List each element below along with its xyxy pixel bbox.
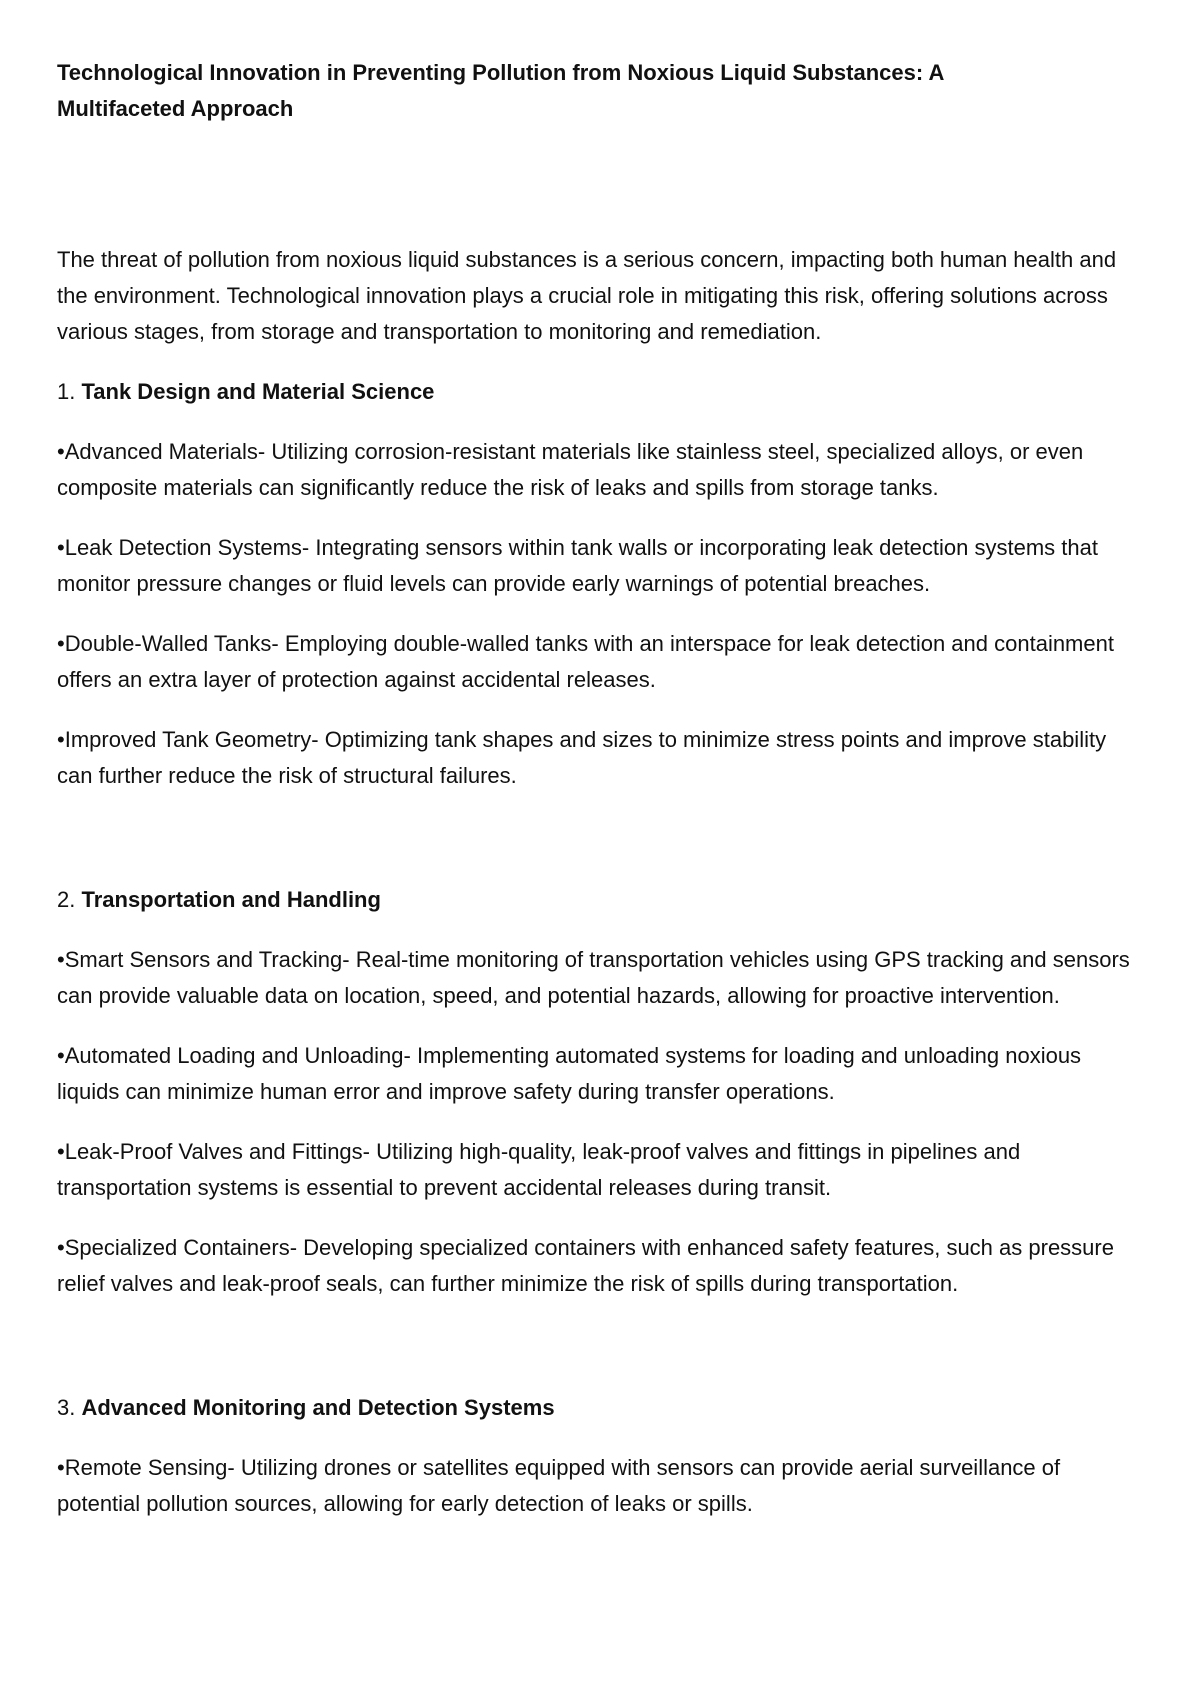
bullet-item	[57, 722, 1147, 794]
bullet-term: •Double-Walled Tanks-	[57, 631, 279, 656]
section-heading	[57, 374, 1140, 410]
bullet-term: •Leak Detection Systems-	[57, 535, 310, 560]
section-number: 3.	[57, 1395, 76, 1420]
intro-paragraph: The threat of pollution from noxious liquid substances is a serious concern, impacting both human health and the environment. Technological innovation plays a crucial role in mitigating this risk, offering solutions across various stages, from storage and transportation to monitoring and remediation.	[57, 247, 1117, 344]
bullet-text: Implementing automated systems for loading and unloading noxious liquids can minimize human error and improve safety during transfer operations.	[57, 1043, 1082, 1104]
bullet-item	[57, 1134, 1147, 1206]
bullet-item	[57, 1038, 1147, 1110]
bullet-term: •Advanced Materials-	[57, 439, 266, 464]
bullet-text: Developing specialized containers with enhanced safety features, such as pressure relief valves and leak-proof seals, can further minimize the risk of spills during transportation.	[57, 1235, 1114, 1296]
section-tank-design	[57, 374, 1140, 794]
bullet-term: •Improved Tank Geometry-	[57, 727, 319, 752]
bullet-text: Utilizing drones or satellites equipped with sensors can provide aerial surveillance of potential pollution sources, allowing for early detection of leaks or spills.	[57, 1455, 1061, 1516]
bullet-term: •Smart Sensors and Tracking-	[57, 947, 350, 972]
bullet-text: Integrating sensors within tank walls or incorporating leak detection systems that monitor pressure changes or fluid levels can provide early warnings of potential breaches.	[57, 535, 1098, 596]
section-number: 1.	[57, 379, 76, 404]
bullet-term: •Remote Sensing-	[57, 1455, 235, 1480]
bullet-text: Real-time monitoring of transportation vehicles using GPS tracking and sensors can provide valuable data on location, speed, and potential hazards, allowing for proactive intervention.	[57, 947, 1130, 1008]
bullet-term: •Leak-Proof Valves and Fittings-	[57, 1139, 370, 1164]
bullet-item	[57, 942, 1147, 1014]
bullet-item	[57, 1230, 1147, 1302]
section-transportation	[57, 882, 1140, 1302]
section-title: Advanced Monitoring and Detection Systems	[81, 1395, 555, 1420]
section-spacer	[57, 1302, 1140, 1366]
section-title: Tank Design and Material Science	[81, 379, 435, 404]
section-spacer	[57, 794, 1140, 858]
bullet-text: Utilizing high-quality, leak-proof valves and fittings in pipelines and transportation systems is essential to prevent accidental releases during transit.	[57, 1139, 1021, 1200]
section-heading	[57, 1390, 1140, 1426]
bullet-item	[57, 434, 1147, 506]
bullet-term: •Automated Loading and Unloading-	[57, 1043, 411, 1068]
bullet-term: •Specialized Containers-	[57, 1235, 298, 1260]
bullet-item	[57, 530, 1147, 602]
bullet-item	[57, 626, 1147, 698]
section-number: 2.	[57, 887, 76, 912]
bullet-text: Optimizing tank shapes and sizes to minimize stress points and improve stability can further reduce the risk of structural failures.	[57, 727, 1107, 788]
bullet-item	[57, 1450, 1147, 1522]
section-title: Transportation and Handling	[81, 887, 381, 912]
bullet-text: Utilizing corrosion-resistant materials like stainless steel, specialized alloys, or even composite materials can significantly reduce the risk of leaks and spills from storage tanks.	[57, 439, 1084, 500]
document-title: Technological Innovation in Preventing Pollution from Noxious Liquid Substances: A Multifaceted Approach	[57, 60, 944, 121]
section-monitoring	[57, 1390, 1140, 1522]
bullet-text: Employing double-walled tanks with an interspace for leak detection and containment offers an extra layer of protection against accidental releases.	[57, 631, 1114, 692]
section-heading	[57, 882, 1140, 918]
